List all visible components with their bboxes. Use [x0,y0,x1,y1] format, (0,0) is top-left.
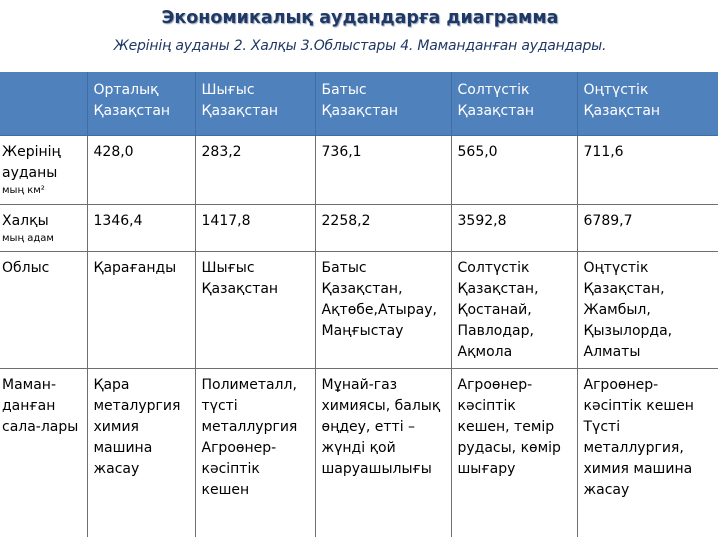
row-label: Халқы [2,213,49,229]
column-header: Батыс Қазақстан [315,72,451,136]
table-cell: 428,0 [87,136,195,205]
row-label-cell [0,369,87,538]
table-cell: Қара металургия химия машина жасау [87,369,195,538]
table-cell: 565,0 [451,136,577,205]
table-cell: Мұнай-газ химиясы, балық өңдеу, етті –жүнді қой шаруашылығы [315,369,451,538]
column-header: Оңтүстік Қазақстан [577,72,718,136]
row-unit: мың км² [2,185,45,196]
table-cell: 736,1 [315,136,451,205]
table-row [0,205,718,252]
table-cell: 2258,2 [315,205,451,252]
table-cell: 1417,8 [195,205,315,252]
row-label: Маман-данған сала-лары [2,377,79,435]
row-label-cell [0,205,87,252]
table-cell: Шығыс Қазақстан [195,252,315,369]
table-row [0,136,718,205]
slide-subtitle: Жерінің ауданы 2. Халқы 3.Облыстары 4. Маманданған аудандары. [113,38,607,54]
row-label: Облыс [2,260,50,276]
regions-table [0,72,718,537]
table-row [0,369,718,538]
table-cell: 283,2 [195,136,315,205]
table-cell: Полиметалл, түсті металлургия Агроөнер-кәсіптік кешен [195,369,315,538]
slide-title: Экономикалық аудандарға диаграмма [161,8,559,28]
row-label-cell [0,136,87,205]
table-cell: Батыс Қазақстан, Ақтөбе,Атырау, Маңғыстау [315,252,451,369]
row-unit: мың адам [2,233,54,244]
table-cell: Оңтүстік Қазақстан, Жамбыл, Қызылорда, Алматы [577,252,718,369]
table-cell: Агроөнер-кәсіптік кешен Түсті металлургия, химия машина жасау [583,377,694,498]
table-row [0,252,718,369]
column-header: Орталық Қазақстан [87,72,195,136]
table-cell: 3592,8 [451,205,577,252]
row-label: Жерінің ауданы [2,144,61,181]
table-cell: Солтүстік Қазақстан, Қостанай, Павлодар, Ақмола [451,252,577,369]
table-cell: Қарағанды [87,252,195,369]
table-cell: 1346,4 [87,205,195,252]
table-cell: 6789,7 [577,205,718,252]
header-corner-cell [0,72,87,136]
column-header: Солтүстік Қазақстан [451,72,577,136]
table-cell: 711,6 [577,136,718,205]
table-header-row [0,72,718,136]
table-cell: Агроөнер-кәсіптік кешен, темір рудасы, көмір шығару [451,369,577,538]
column-header: Шығыс Қазақстан [195,72,315,136]
row-label-cell [0,252,87,369]
